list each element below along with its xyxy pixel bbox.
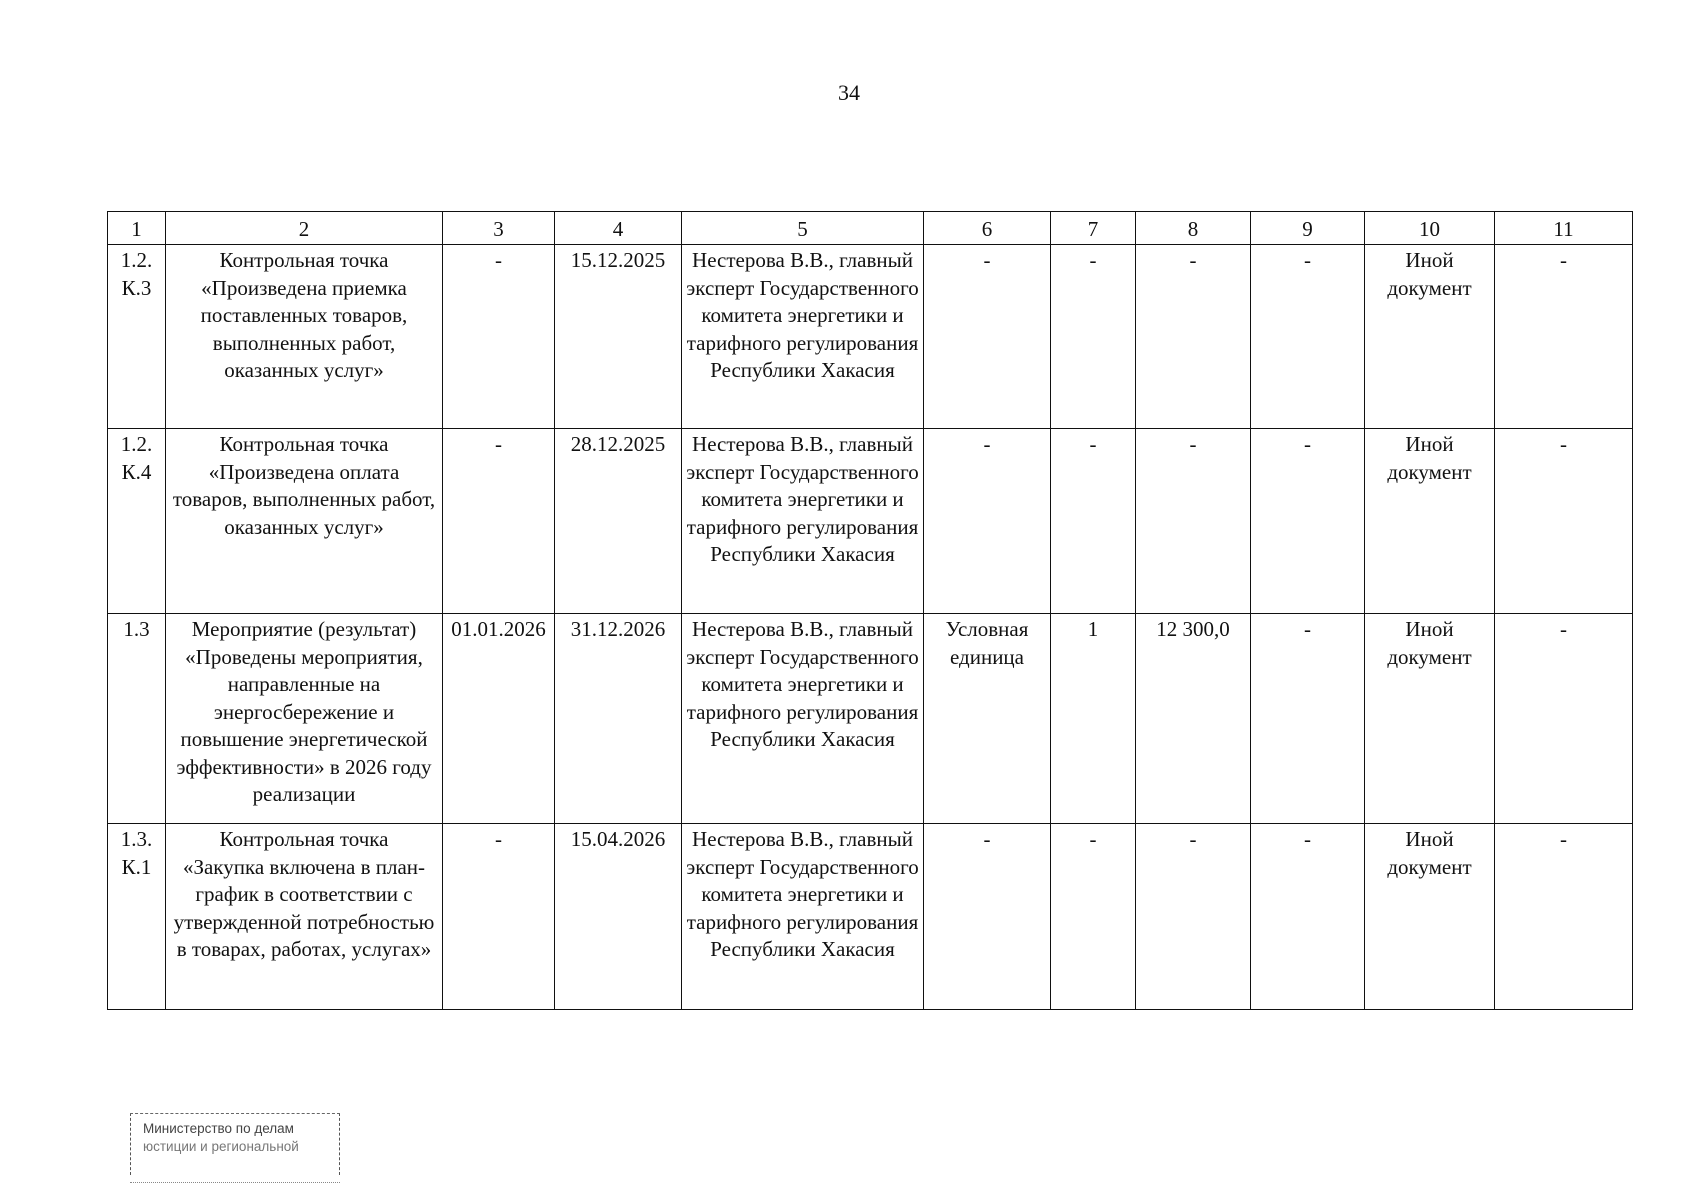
row-number: 1.3 bbox=[108, 614, 166, 824]
row-name: Контрольная точка «Закупка включена в план-график в соответствии с утвержденной потребностью в товарах, работах, услугах» bbox=[166, 824, 443, 1010]
table-row bbox=[108, 429, 1633, 614]
unit-of-measure: - bbox=[924, 429, 1051, 614]
column-9-value: - bbox=[1251, 614, 1365, 824]
column-9-value: - bbox=[1251, 245, 1365, 429]
column-9-value: - bbox=[1251, 429, 1365, 614]
column-header: 10 bbox=[1365, 212, 1495, 245]
document-type: Иной документ bbox=[1365, 824, 1495, 1010]
row-name: Мероприятие (результат) «Проведены мероприятия, направленные на энергосбережение и повышение энергетической эффективности» в 2026 году реализации bbox=[166, 614, 443, 824]
indicator-value: - bbox=[1051, 245, 1136, 429]
plan-table bbox=[107, 211, 1633, 1010]
end-date: 28.12.2025 bbox=[555, 429, 682, 614]
stamp-line: юстиции и региональной bbox=[143, 1139, 299, 1154]
column-11-value: - bbox=[1495, 614, 1633, 824]
column-11-value: - bbox=[1495, 245, 1633, 429]
row-name: Контрольная точка «Произведена оплата товаров, выполненных работ, оказанных услуг» bbox=[166, 429, 443, 614]
responsible-person: Нестерова В.В., главный эксперт Государственного комитета энергетики и тарифного регулирования Республики Хакасия bbox=[682, 824, 924, 1010]
start-date: - bbox=[443, 824, 555, 1010]
document-type: Иной документ bbox=[1365, 614, 1495, 824]
responsible-person: Нестерова В.В., главный эксперт Государственного комитета энергетики и тарифного регулирования Республики Хакасия bbox=[682, 245, 924, 429]
table-row bbox=[108, 245, 1633, 429]
column-header: 9 bbox=[1251, 212, 1365, 245]
column-header: 1 bbox=[108, 212, 166, 245]
document-type: Иной документ bbox=[1365, 429, 1495, 614]
start-date: 01.01.2026 bbox=[443, 614, 555, 824]
indicator-value: - bbox=[1051, 429, 1136, 614]
row-name: Контрольная точка «Произведена приемка поставленных товаров, выполненных работ, оказанных услуг» bbox=[166, 245, 443, 429]
unit-of-measure: - bbox=[924, 824, 1051, 1010]
row-number: 1.2. К.4 bbox=[108, 429, 166, 614]
column-11-value: - bbox=[1495, 824, 1633, 1010]
financing-amount: - bbox=[1136, 824, 1251, 1010]
row-number: 1.2. К.3 bbox=[108, 245, 166, 429]
table-row bbox=[108, 824, 1633, 1010]
column-header: 2 bbox=[166, 212, 443, 245]
header-row bbox=[108, 212, 1633, 245]
end-date: 15.04.2026 bbox=[555, 824, 682, 1010]
financing-amount: - bbox=[1136, 429, 1251, 614]
column-header: 4 bbox=[555, 212, 682, 245]
column-header: 6 bbox=[924, 212, 1051, 245]
responsible-person: Нестерова В.В., главный эксперт Государственного комитета энергетики и тарифного регулирования Республики Хакасия bbox=[682, 429, 924, 614]
end-date: 31.12.2026 bbox=[555, 614, 682, 824]
unit-of-measure: Условная единица bbox=[924, 614, 1051, 824]
column-header: 5 bbox=[682, 212, 924, 245]
start-date: - bbox=[443, 245, 555, 429]
column-9-value: - bbox=[1251, 824, 1365, 1010]
financing-amount: - bbox=[1136, 245, 1251, 429]
indicator-value: 1 bbox=[1051, 614, 1136, 824]
start-date: - bbox=[443, 429, 555, 614]
column-11-value: - bbox=[1495, 429, 1633, 614]
unit-of-measure: - bbox=[924, 245, 1051, 429]
indicator-value: - bbox=[1051, 824, 1136, 1010]
stamp-border bbox=[130, 1182, 340, 1183]
column-header: 7 bbox=[1051, 212, 1136, 245]
table-row bbox=[108, 614, 1633, 824]
column-header: 8 bbox=[1136, 212, 1251, 245]
ministry-stamp bbox=[130, 1113, 340, 1175]
stamp-line: Министерство по делам bbox=[143, 1121, 294, 1136]
column-header: 3 bbox=[443, 212, 555, 245]
end-date: 15.12.2025 bbox=[555, 245, 682, 429]
responsible-person: Нестерова В.В., главный эксперт Государственного комитета энергетики и тарифного регулирования Республики Хакасия bbox=[682, 614, 924, 824]
financing-amount: 12 300,0 bbox=[1136, 614, 1251, 824]
column-header: 11 bbox=[1495, 212, 1633, 245]
row-number: 1.3. К.1 bbox=[108, 824, 166, 1010]
document-type: Иной документ bbox=[1365, 245, 1495, 429]
page-number: 34 bbox=[838, 80, 860, 105]
